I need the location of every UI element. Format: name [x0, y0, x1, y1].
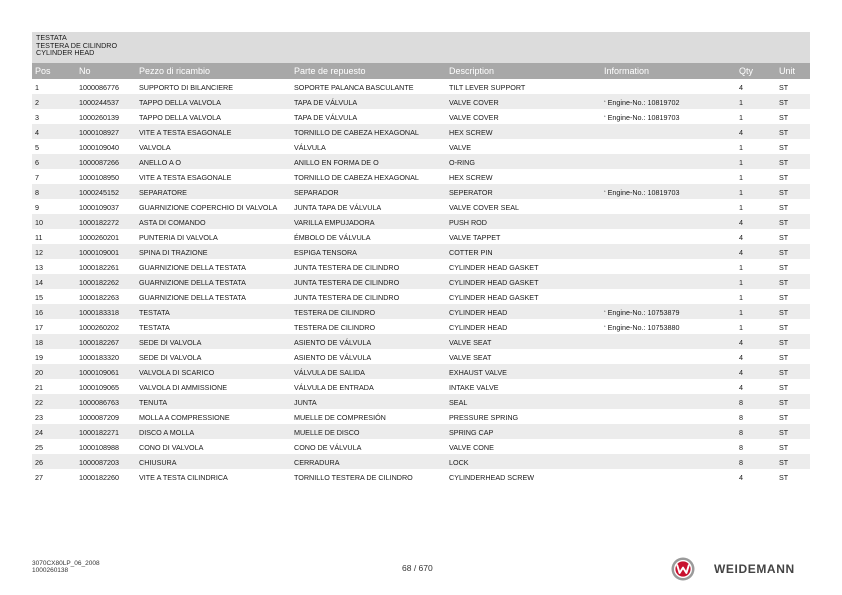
cell-part-name-es: JUNTA TESTERA DE CILINDRO: [294, 277, 400, 287]
cell-part-name-es: ANILLO EN FORMA DE O: [294, 157, 379, 167]
cell-part-name-es: TESTERA DE CILINDRO: [294, 307, 376, 317]
table-row: [32, 394, 810, 409]
cell-part-number: 1000260139: [79, 112, 119, 122]
cell-quantity: 1: [739, 307, 743, 317]
cell-part-name-it: ANELLO A O: [139, 157, 181, 167]
table-row: [32, 469, 810, 484]
cell-unit: ST: [779, 307, 789, 317]
cell-part-name-it: GUARNIZIONE DELLA TESTATA: [139, 262, 246, 272]
table-row: [32, 334, 810, 349]
cell-pos: 4: [35, 127, 39, 137]
cell-description: CYLINDER HEAD: [449, 307, 508, 317]
cell-information: [604, 308, 680, 317]
section-title-it: TESTATA: [36, 33, 67, 42]
cell-quantity: 8: [739, 427, 743, 437]
cell-pos: 7: [35, 172, 39, 182]
cell-pos: 12: [35, 247, 43, 257]
cell-unit: ST: [779, 457, 789, 467]
cell-unit: ST: [779, 262, 789, 272]
cell-pos: 13: [35, 262, 43, 272]
cell-part-name-es: SOPORTE PALANCA BASCULANTE: [294, 82, 414, 92]
cell-part-name-es: VÁLVULA DE SALIDA: [294, 367, 365, 377]
cell-quantity: 4: [739, 382, 743, 392]
doc-code: 3070CX80LP_06_2008: [32, 560, 100, 567]
cell-quantity: 4: [739, 367, 743, 377]
cell-pos: 5: [35, 142, 39, 152]
information-text: Engine-No.: 10753879: [607, 307, 680, 317]
section-header: [32, 32, 810, 63]
table-row: [32, 199, 810, 214]
table-row: [32, 229, 810, 244]
col-no: No: [79, 66, 91, 76]
table-row: [32, 364, 810, 379]
cell-unit: ST: [779, 232, 789, 242]
cell-part-name-es: TESTERA DE CILINDRO: [294, 322, 376, 332]
cell-description: VALVE CONE: [449, 442, 494, 452]
cell-part-name-it: TAPPO DELLA VALVOLA: [139, 97, 221, 107]
cell-pos: 3: [35, 112, 39, 122]
cell-description: CYLINDER HEAD GASKET: [449, 292, 539, 302]
cell-description: COTTER PIN: [449, 247, 493, 257]
cell-pos: 25: [35, 442, 43, 452]
cell-unit: ST: [779, 82, 789, 92]
cell-pos: 15: [35, 292, 43, 302]
cell-pos: 22: [35, 397, 43, 407]
col-unit: Unit: [779, 66, 796, 76]
cell-part-name-it: CHIUSURA: [139, 457, 177, 467]
cell-description: VALVE: [449, 142, 472, 152]
cell-part-number: 1000245152: [79, 187, 119, 197]
cell-description: SEPERATOR: [449, 187, 493, 197]
table-row: [32, 349, 810, 364]
cell-part-name-it: TESTATA: [139, 322, 170, 332]
cell-part-name-it: SEPARATORE: [139, 187, 187, 197]
cell-part-number: 1000260201: [79, 232, 119, 242]
cell-part-name-es: JUNTA TESTERA DE CILINDRO: [294, 292, 400, 302]
cell-part-name-it: GUARNIZIONE DELLA TESTATA: [139, 292, 246, 302]
cell-pos: 6: [35, 157, 39, 167]
cell-quantity: 1: [739, 97, 743, 107]
cell-part-name-es: TORNILLO DE CABEZA HEXAGONAL: [294, 172, 419, 182]
table-row: [32, 169, 810, 184]
cell-part-number: 1000108927: [79, 127, 119, 137]
cell-pos: 14: [35, 277, 43, 287]
cell-unit: ST: [779, 97, 789, 107]
cell-part-number: 1000108988: [79, 442, 119, 452]
cell-part-name-es: ASIENTO DE VÁLVULA: [294, 337, 372, 347]
cell-pos: 8: [35, 187, 39, 197]
cell-unit: ST: [779, 352, 789, 362]
cell-part-name-es: JUNTA TESTERA DE CILINDRO: [294, 262, 400, 272]
footnote-marker: *: [604, 113, 606, 119]
doc-number: 1000260138: [32, 567, 69, 575]
cell-part-number: 1000182272: [79, 217, 119, 227]
table-row: [32, 439, 810, 454]
cell-part-name-es: VÁLVULA DE ENTRADA: [294, 382, 374, 392]
cell-part-number: 1000260202: [79, 322, 119, 332]
cell-part-name-es: SEPARADOR: [294, 187, 339, 197]
cell-pos: 9: [35, 202, 39, 212]
footnote-marker: *: [604, 308, 606, 314]
cell-part-name-es: VÁLVULA: [294, 142, 326, 152]
cell-part-number: 1000086763: [79, 397, 119, 407]
cell-description: O-RING: [449, 157, 475, 167]
cell-quantity: 4: [739, 127, 743, 137]
table-row: [32, 379, 810, 394]
cell-description: PUSH ROD: [449, 217, 487, 227]
cell-description: VALVE COVER: [449, 112, 499, 122]
weidemann-logo: [670, 557, 810, 581]
parts-table: [32, 79, 810, 484]
cell-part-name-it: CONO DI VALVOLA: [139, 442, 204, 452]
cell-quantity: 1: [739, 172, 743, 182]
table-row: [32, 244, 810, 259]
cell-quantity: 1: [739, 277, 743, 287]
cell-information: [604, 98, 680, 107]
cell-part-number: 1000244537: [79, 97, 119, 107]
cell-pos: 18: [35, 337, 43, 347]
cell-part-name-it: ASTA DI COMANDO: [139, 217, 206, 227]
cell-part-name-it: MOLLA A COMPRESSIONE: [139, 412, 230, 422]
cell-quantity: 8: [739, 412, 743, 422]
table-row: [32, 289, 810, 304]
cell-part-name-es: JUNTA TAPA DE VÁLVULA: [294, 202, 382, 212]
cell-part-name-it: VALVOLA DI AMMISSIONE: [139, 382, 228, 392]
cell-pos: 23: [35, 412, 43, 422]
information-text: Engine-No.: 10819703: [607, 187, 680, 197]
cell-information: [604, 188, 680, 197]
cell-unit: ST: [779, 277, 789, 287]
cell-part-name-es: MUELLE DE COMPRESIÓN: [294, 412, 386, 422]
cell-unit: ST: [779, 187, 789, 197]
page-number: 68 / 670: [402, 563, 433, 573]
cell-description: SPRING CAP: [449, 427, 494, 437]
footer-doc-info: [32, 560, 100, 575]
cell-unit: ST: [779, 127, 789, 137]
weidemann-emblem-icon: [670, 557, 696, 581]
cell-part-name-it: SPINA DI TRAZIONE: [139, 247, 208, 257]
cell-description: HEX SCREW: [449, 172, 493, 182]
cell-quantity: 8: [739, 397, 743, 407]
table-row: [32, 454, 810, 469]
cell-unit: ST: [779, 112, 789, 122]
table-row: [32, 79, 810, 94]
table-row: [32, 424, 810, 439]
cell-part-name-es: TAPA DE VÁLVULA: [294, 97, 358, 107]
cell-quantity: 1: [739, 142, 743, 152]
cell-unit: ST: [779, 412, 789, 422]
cell-quantity: 4: [739, 247, 743, 257]
cell-part-name-it: PUNTERIA DI VALVOLA: [139, 232, 218, 242]
table-row: [32, 274, 810, 289]
cell-quantity: 4: [739, 352, 743, 362]
cell-part-name-it: TESTATA: [139, 307, 170, 317]
section-title-es: TESTERA DE CILINDRO: [36, 40, 118, 50]
cell-part-number: 1000182267: [79, 337, 119, 347]
cell-unit: ST: [779, 292, 789, 302]
cell-description: HEX SCREW: [449, 127, 493, 137]
col-pos: Pos: [35, 66, 51, 76]
cell-part-name-es: ÉMBOLO DE VÁLVULA: [294, 232, 371, 242]
cell-quantity: 1: [739, 292, 743, 302]
cell-part-number: 1000087209: [79, 412, 119, 422]
cell-part-number: 1000087266: [79, 157, 119, 167]
cell-information: [604, 323, 680, 332]
cell-quantity: 1: [739, 202, 743, 212]
cell-quantity: 8: [739, 457, 743, 467]
cell-information: [604, 113, 680, 122]
cell-part-name-it: TAPPO DELLA VALVOLA: [139, 112, 221, 122]
brand-name: WEIDEMANN: [714, 562, 795, 576]
table-row: [32, 304, 810, 319]
cell-part-name-it: GUARNIZIONE COPERCHIO DI VALVOLA: [139, 202, 278, 212]
table-row: [32, 154, 810, 169]
cell-part-number: 1000109065: [79, 382, 119, 392]
cell-part-name-it: DISCO A MOLLA: [139, 427, 195, 437]
table-row: [32, 139, 810, 154]
cell-part-name-it: TENUTA: [139, 397, 168, 407]
cell-quantity: 1: [739, 157, 743, 167]
cell-unit: ST: [779, 382, 789, 392]
cell-part-name-es: ESPIGA TENSORA: [294, 247, 357, 257]
cell-pos: 20: [35, 367, 43, 377]
cell-description: TILT LEVER SUPPORT: [449, 82, 526, 92]
cell-part-name-it: VALVOLA DI SCARICO: [139, 367, 215, 377]
cell-part-name-it: VITE A TESTA ESAGONALE: [139, 172, 232, 182]
cell-description: VALVE SEAT: [449, 337, 492, 347]
cell-description: CYLINDER HEAD: [449, 322, 508, 332]
cell-quantity: 4: [739, 217, 743, 227]
cell-part-number: 1000182262: [79, 277, 119, 287]
cell-part-name-it: GUARNIZIONE DELLA TESTATA: [139, 277, 246, 287]
cell-quantity: 4: [739, 472, 743, 482]
cell-pos: 2: [35, 97, 39, 107]
table-row: [32, 214, 810, 229]
table-row: [32, 124, 810, 139]
cell-unit: ST: [779, 202, 789, 212]
cell-pos: 24: [35, 427, 43, 437]
cell-description: EXHAUST VALVE: [449, 367, 507, 377]
information-text: Engine-No.: 10819703: [607, 112, 680, 122]
cell-pos: 21: [35, 382, 43, 392]
cell-part-name-it: SEDE DI VALVOLA: [139, 337, 202, 347]
cell-part-name-es: CERRADURA: [294, 457, 340, 467]
cell-part-number: 1000109061: [79, 367, 119, 377]
col-part-it: Pezzo di ricambio: [139, 66, 211, 76]
col-qty: Qty: [739, 66, 754, 76]
cell-unit: ST: [779, 247, 789, 257]
cell-part-name-it: SEDE DI VALVOLA: [139, 352, 202, 362]
col-part-es: Parte de repuesto: [294, 66, 366, 76]
col-information: Information: [604, 66, 650, 76]
cell-part-number: 1000087203: [79, 457, 119, 467]
cell-part-name-es: MUELLE DE DISCO: [294, 427, 360, 437]
cell-part-name-es: TAPA DE VÁLVULA: [294, 112, 358, 122]
table-row: [32, 109, 810, 124]
cell-quantity: 4: [739, 232, 743, 242]
footnote-marker: *: [604, 323, 606, 329]
cell-pos: 17: [35, 322, 43, 332]
table-header: [32, 63, 810, 79]
cell-description: PRESSURE SPRING: [449, 412, 519, 422]
cell-pos: 27: [35, 472, 43, 482]
table-row: [32, 409, 810, 424]
cell-unit: ST: [779, 172, 789, 182]
section-title-en: CYLINDER HEAD: [36, 48, 95, 58]
cell-part-name-es: JUNTA: [294, 397, 317, 407]
cell-unit: ST: [779, 397, 789, 407]
cell-part-name-es: TORNILLO DE CABEZA HEXAGONAL: [294, 127, 419, 137]
cell-quantity: 1: [739, 112, 743, 122]
cell-part-number: 1000108950: [79, 172, 119, 182]
cell-part-number: 1000086776: [79, 82, 119, 92]
cell-pos: 11: [35, 232, 43, 242]
cell-description: VALVE SEAT: [449, 352, 492, 362]
footnote-marker: *: [604, 188, 606, 194]
cell-unit: ST: [779, 142, 789, 152]
cell-quantity: 1: [739, 262, 743, 272]
cell-part-number: 1000182260: [79, 472, 119, 482]
cell-unit: ST: [779, 472, 789, 482]
table-row: [32, 259, 810, 274]
cell-part-number: 1000109001: [79, 247, 119, 257]
cell-description: LOCK: [449, 457, 469, 467]
table-row: [32, 184, 810, 199]
cell-quantity: 4: [739, 82, 743, 92]
cell-description: CYLINDER HEAD GASKET: [449, 277, 539, 287]
cell-part-name-it: VITE A TESTA CILINDRICA: [139, 472, 228, 482]
cell-description: VALVE COVER SEAL: [449, 202, 520, 212]
cell-part-name-es: CONO DE VÁLVULA: [294, 442, 362, 452]
cell-pos: 26: [35, 457, 43, 467]
cell-part-name-it: VALVOLA: [139, 142, 171, 152]
cell-description: SEAL: [449, 397, 468, 407]
cell-quantity: 1: [739, 322, 743, 332]
footnote-marker: *: [604, 98, 606, 104]
cell-quantity: 8: [739, 442, 743, 452]
information-text: Engine-No.: 10753880: [607, 322, 680, 332]
cell-pos: 10: [35, 217, 43, 227]
cell-unit: ST: [779, 157, 789, 167]
information-text: Engine-No.: 10819702: [607, 97, 680, 107]
cell-quantity: 4: [739, 337, 743, 347]
cell-part-name-it: SUPPORTO DI BILANCIERE: [139, 82, 233, 92]
cell-description: VALVE COVER: [449, 97, 499, 107]
cell-part-number: 1000183320: [79, 352, 119, 362]
cell-unit: ST: [779, 337, 789, 347]
cell-unit: ST: [779, 322, 789, 332]
cell-part-number: 1000109037: [79, 202, 119, 212]
cell-part-name-it: VITE A TESTA ESAGONALE: [139, 127, 232, 137]
cell-unit: ST: [779, 442, 789, 452]
cell-unit: ST: [779, 217, 789, 227]
table-row: [32, 319, 810, 334]
cell-part-name-es: ASIENTO DE VÁLVULA: [294, 352, 372, 362]
cell-part-number: 1000182261: [79, 262, 119, 272]
cell-part-number: 1000182263: [79, 292, 119, 302]
cell-pos: 19: [35, 352, 43, 362]
cell-unit: ST: [779, 427, 789, 437]
cell-part-name-es: TORNILLO TESTERA DE CILINDRO: [294, 472, 413, 482]
cell-pos: 16: [35, 307, 43, 317]
cell-pos: 1: [35, 82, 39, 92]
cell-part-number: 1000182271: [79, 427, 119, 437]
cell-description: CYLINDER HEAD GASKET: [449, 262, 539, 272]
cell-description: INTAKE VALVE: [449, 382, 499, 392]
col-description: Description: [449, 66, 495, 76]
cell-part-number: 1000109040: [79, 142, 119, 152]
cell-part-number: 1000183318: [79, 307, 119, 317]
cell-description: VALVE TAPPET: [449, 232, 501, 242]
cell-description: CYLINDERHEAD SCREW: [449, 472, 535, 482]
cell-part-name-es: VARILLA EMPUJADORA: [294, 217, 375, 227]
cell-unit: ST: [779, 367, 789, 377]
table-row: [32, 94, 810, 109]
cell-quantity: 1: [739, 187, 743, 197]
